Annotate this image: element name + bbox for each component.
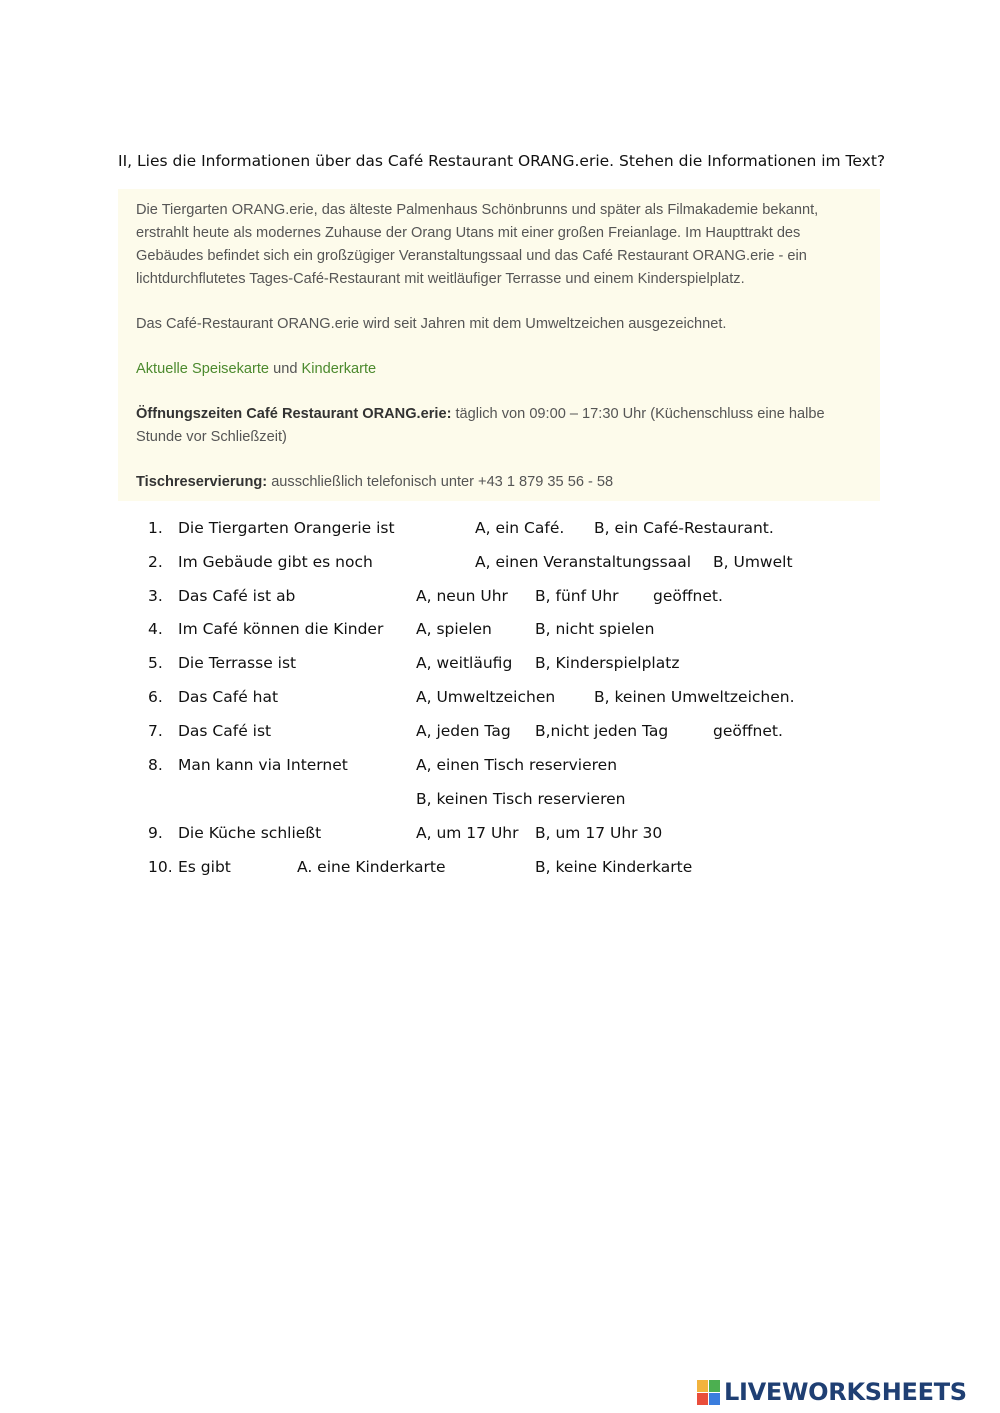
question-6 [0, 688, 1000, 712]
option-a[interactable]: A, ein Café. [475, 519, 565, 537]
question-stem: Es gibt [178, 858, 231, 876]
option-b[interactable]: B, um 17 Uhr 30 [535, 824, 663, 842]
option-a[interactable]: A, jeden Tag [416, 722, 511, 740]
reservation-label: Tischreservierung: [136, 474, 268, 490]
question-stem: Die Tiergarten Orangerie ist [178, 519, 395, 537]
source-paragraph-1: Die Tiergarten ORANG.erie, das älteste Palmenhaus Schönbrunns und später als Filmakademie bekannt, erstrahlt heute als modernes Zuhause der Orang Utans mit einer großen Freianlage. Im Haupttrakt des Gebäudes befindet sich ein großzügiger Veranstaltungssaal und das Café Restaurant ORANG.erie - ein lichtdurchflutetes Tages-Café-Restaurant mit weitläufiger Terrasse und einem Kinderspielplatz. [136, 202, 819, 287]
question-number: 1. [148, 519, 163, 537]
menu-links-line [136, 358, 862, 381]
option-b[interactable]: B, Umwelt [713, 553, 793, 571]
opening-hours-label: Öffnungszeiten Café Restaurant ORANG.erie: [136, 406, 452, 422]
reservation-info [136, 471, 862, 494]
link-joiner: und [269, 361, 302, 377]
question-8 [0, 756, 1000, 780]
question-number: 10. [148, 858, 173, 876]
question-stem: Man kann via Internet [178, 756, 348, 774]
question-1 [0, 519, 1000, 543]
logo-wordmark: LIVEWORKSHEETS [724, 1378, 967, 1406]
option-b[interactable]: B,nicht jeden Tag [535, 722, 669, 740]
question-number: 6. [148, 688, 163, 706]
option-a[interactable]: A, spielen [416, 620, 492, 638]
question-number: 8. [148, 756, 163, 774]
question-3 [0, 587, 1000, 611]
kinderkarte-link[interactable]: Kinderkarte [301, 361, 377, 377]
question-number: 7. [148, 722, 163, 740]
option-b[interactable]: B, nicht spielen [535, 620, 655, 638]
question-7 [0, 722, 1000, 746]
question-8-option-b-row [0, 790, 1000, 814]
option-a[interactable]: A, einen Tisch reservieren [416, 756, 618, 774]
option-a[interactable]: A. eine Kinderkarte [297, 858, 446, 876]
question-tail: geöffnet. [713, 722, 783, 740]
question-stem: Die Terrasse ist [178, 654, 297, 672]
question-stem: Das Café ist [178, 722, 272, 740]
question-stem: Im Café können die Kinder [178, 620, 384, 638]
source-paragraph-2: Das Café-Restaurant ORANG.erie wird seit Jahren mit dem Umweltzeichen ausgezeichnet. [136, 316, 727, 332]
liveworksheets-logo-icon [697, 1380, 721, 1406]
question-stem: Im Gebäude gibt es noch [178, 553, 373, 571]
opening-hours [136, 403, 862, 449]
question-stem: Das Café ist ab [178, 587, 296, 605]
option-b[interactable]: B, fünf Uhr [535, 587, 619, 605]
question-4 [0, 620, 1000, 644]
option-a[interactable]: A, Umweltzeichen [416, 688, 556, 706]
question-number: 9. [148, 824, 163, 842]
option-b[interactable]: B, Kinderspielplatz [535, 654, 680, 672]
question-5 [0, 654, 1000, 678]
question-number: 4. [148, 620, 163, 638]
question-stem: Das Café hat [178, 688, 279, 706]
option-a[interactable]: A, neun Uhr [416, 587, 508, 605]
option-b[interactable]: B, ein Café-Restaurant. [594, 519, 774, 537]
question-2 [0, 553, 1000, 577]
option-a[interactable]: A, weitläufig [416, 654, 513, 672]
option-b[interactable]: B, keinen Tisch reservieren [416, 790, 626, 808]
option-b[interactable]: B, keinen Umweltzeichen. [594, 688, 795, 706]
question-number: 5. [148, 654, 163, 672]
option-a[interactable]: A, um 17 Uhr [416, 824, 519, 842]
source-text-box [118, 189, 880, 501]
question-stem: Die Küche schließt [178, 824, 322, 842]
reservation-text: ausschließlich telefonisch unter +43 1 879 35 56 - 58 [267, 474, 614, 490]
option-a[interactable]: A, einen Veranstaltungssaal [475, 553, 692, 571]
liveworksheets-logo[interactable] [697, 1378, 997, 1408]
question-number: 2. [148, 553, 163, 571]
question-10 [0, 858, 1000, 882]
question-number: 3. [148, 587, 163, 605]
option-b[interactable]: B, keine Kinderkarte [535, 858, 693, 876]
question-9 [0, 824, 1000, 848]
question-tail: geöffnet. [653, 587, 723, 605]
opening-hours-text: täglich von 09:00 – 17:30 Uhr (Küchenschluss eine halbe Stunde vor Schließzeit) [136, 406, 825, 445]
speisekarte-link[interactable]: Aktuelle Speisekarte [136, 361, 270, 377]
task-instruction: II, Lies die Informationen über das Café Restaurant ORANG.erie. Stehen die Informationen im Text? [118, 152, 886, 170]
